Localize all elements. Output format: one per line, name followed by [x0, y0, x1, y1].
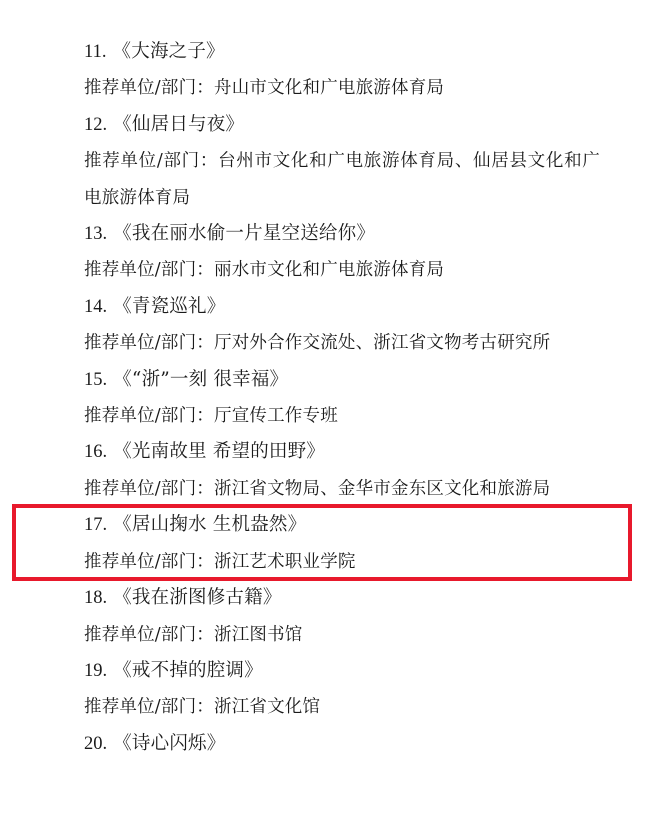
- list-item-highlighted: [42, 507, 608, 580]
- entry-title-line: [42, 726, 608, 762]
- entry-title: 《青瓷巡礼》: [113, 295, 226, 317]
- entry-title: 《“浙”一刻 很幸福》: [113, 368, 289, 390]
- list-item: [42, 34, 608, 107]
- entry-title: 《光南故里 希望的田野》: [113, 441, 326, 463]
- entry-number: 12.: [84, 114, 108, 135]
- entry-org-value: 丽水市文化和广电旅游体育局: [214, 260, 445, 281]
- entry-org-line: [42, 143, 608, 216]
- list-item: [42, 726, 608, 762]
- entry-org-line: [42, 689, 608, 725]
- entry-org-label: 推荐单位/部门：: [84, 333, 214, 354]
- entry-number: 17.: [84, 515, 108, 536]
- entry-title-line: [42, 507, 608, 543]
- entry-number: 14.: [84, 296, 108, 317]
- entry-title-line: [42, 289, 608, 325]
- list-item: [42, 216, 608, 289]
- entry-title-line: [42, 107, 608, 143]
- entry-org-line: [42, 544, 608, 580]
- list-item: [42, 580, 608, 653]
- entry-title-line: [42, 216, 608, 252]
- entry-org-line: [42, 70, 608, 106]
- entry-org-label: 推荐单位/部门：: [84, 697, 214, 718]
- entry-title: 《戒不掉的腔调》: [113, 659, 263, 681]
- entry-org-label: 推荐单位/部门：: [84, 260, 214, 281]
- entry-org-value: 浙江艺术职业学院: [214, 551, 356, 572]
- entry-org-line: [42, 325, 608, 361]
- entry-title: 《诗心闪烁》: [113, 732, 226, 754]
- entry-title: 《我在浙图修古籍》: [113, 587, 282, 609]
- entry-title-line: [42, 34, 608, 70]
- entry-title: 《大海之子》: [112, 41, 225, 62]
- list-item: [42, 289, 608, 362]
- entry-org-value: 台州市文化和广电旅游体育局、仙居县文化和广电旅游体育局: [84, 151, 601, 208]
- entry-org-label: 推荐单位/部门：: [84, 406, 214, 427]
- entry-number: 11.: [84, 42, 107, 62]
- list-item: [42, 107, 608, 216]
- document-body: [42, 34, 608, 762]
- entry-org-label: 推荐单位/部门：: [84, 478, 214, 499]
- entry-number: 15.: [84, 369, 108, 390]
- entry-title: 《居山掬水 生机盎然》: [113, 514, 307, 536]
- entry-org-value: 浙江省文物局、金华市金东区文化和旅游局: [214, 478, 551, 499]
- entry-title-line: [42, 362, 608, 398]
- entry-number: 19.: [84, 660, 108, 681]
- entry-org-value: 厅对外合作交流处、浙江省文物考古研究所: [214, 333, 551, 354]
- entry-org-line: [42, 252, 608, 288]
- entry-org-value: 厅宣传工作专班: [214, 406, 338, 427]
- entry-title-line: [42, 580, 608, 616]
- entry-org-line: [42, 617, 608, 653]
- entry-org-value: 浙江图书馆: [214, 624, 303, 645]
- entry-org-line: [42, 471, 608, 507]
- entry-title-line: [42, 653, 608, 689]
- entry-title: 《我在丽水偷一片星空送给你》: [113, 223, 376, 245]
- entry-title: 《仙居日与夜》: [113, 113, 245, 135]
- entry-org-value: 浙江省文化馆: [214, 697, 321, 718]
- entry-org-label: 推荐单位/部门：: [84, 151, 219, 172]
- entry-number: 13.: [84, 224, 108, 245]
- entry-org-label: 推荐单位/部门：: [84, 624, 214, 645]
- entry-org-label: 推荐单位/部门：: [84, 78, 214, 99]
- entry-org-line: [42, 398, 608, 434]
- entry-number: 18.: [84, 588, 108, 609]
- entry-org-value: 舟山市文化和广电旅游体育局: [214, 78, 445, 99]
- entry-org-label: 推荐单位/部门：: [84, 551, 214, 572]
- list-item: [42, 362, 608, 435]
- entry-number: 16.: [84, 442, 108, 463]
- list-item: [42, 434, 608, 507]
- entry-number: 20.: [84, 733, 108, 754]
- list-item: [42, 653, 608, 726]
- entry-title-line: [42, 434, 608, 470]
